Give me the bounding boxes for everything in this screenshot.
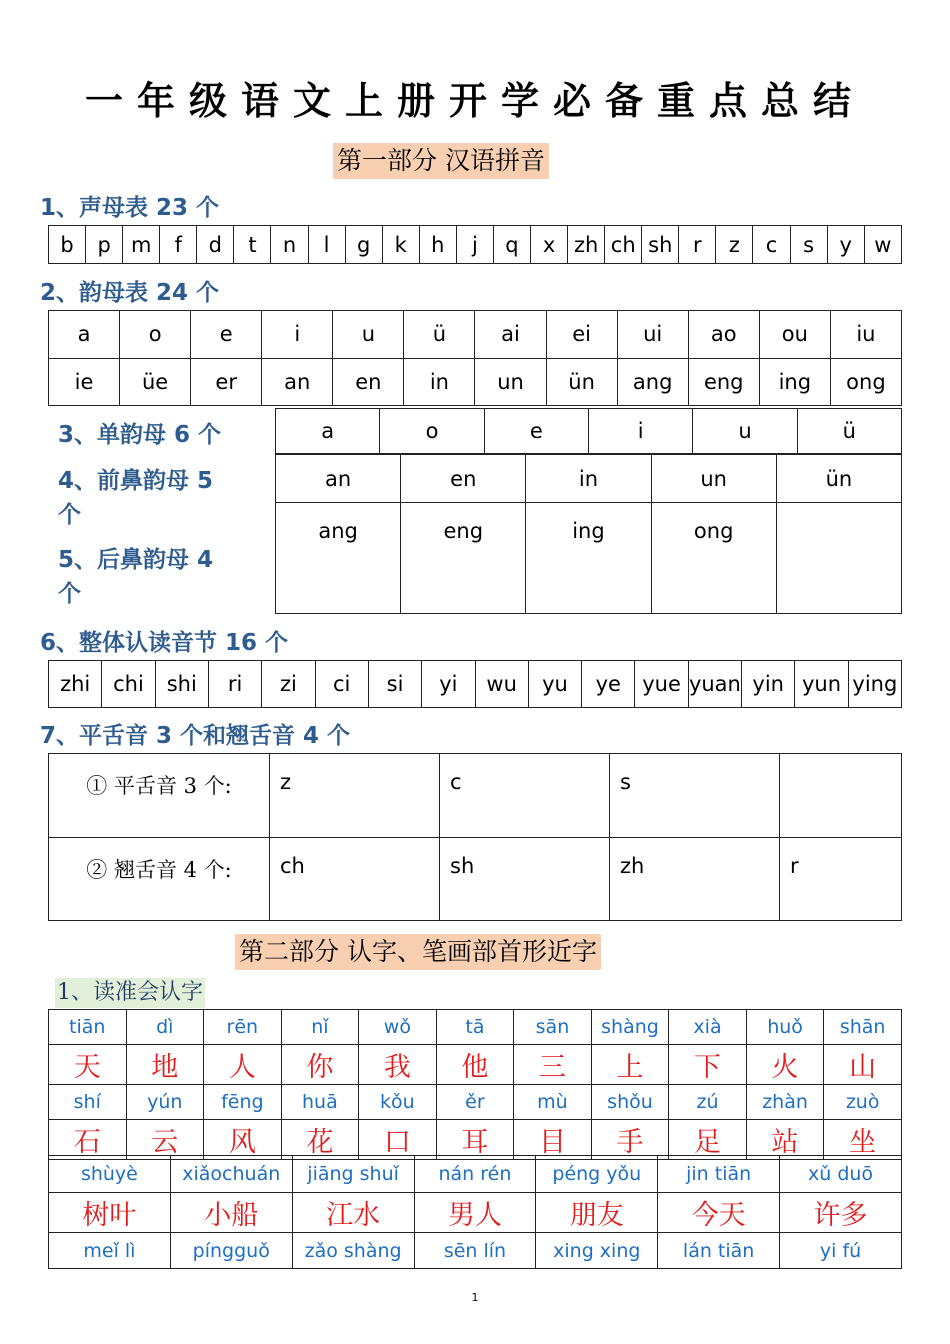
initial-cell: f (160, 226, 197, 264)
pinyin-cell: nán rén (414, 1156, 536, 1193)
final-cell: eng (688, 358, 759, 406)
character-cell: 石 (49, 1120, 127, 1160)
pinyin-cell: mù (514, 1085, 592, 1120)
pinyin-cell: jiāng shuǐ (292, 1156, 414, 1193)
final-cell: er (191, 358, 262, 406)
part-one-heading: 第一部分 汉语拼音 (333, 143, 549, 179)
pinyin-cell: huā (281, 1085, 359, 1120)
character-cell: 足 (669, 1120, 747, 1160)
pinyin-cell: xià (669, 1010, 747, 1045)
front-nasal-cell: ün (776, 455, 901, 503)
section-back-nasal-heading (58, 543, 213, 611)
character-cell: 火 (746, 1045, 824, 1085)
simple-final-cell: u (693, 409, 797, 454)
pinyin-cell: huǒ (746, 1010, 824, 1045)
words-table (48, 1155, 902, 1269)
initial-cell: n (271, 226, 308, 264)
syllable-cell: yuan (688, 661, 741, 708)
characters-table (48, 1009, 902, 1160)
initial-cell: t (234, 226, 271, 264)
final-cell: ei (546, 311, 617, 359)
pinyin-cell: píngguǒ (170, 1233, 292, 1269)
section-tongue-heading: 7、平舌音 3 个和翘舌音 4 个 (40, 723, 351, 749)
final-cell: un (475, 358, 546, 406)
flat-tongue-cell (780, 754, 902, 838)
pinyin-cell: fēng (204, 1085, 282, 1120)
character-cell: 目 (514, 1120, 592, 1160)
final-cell: ü (404, 311, 475, 359)
initial-cell: h (419, 226, 456, 264)
pinyin-cell: ěr (436, 1085, 514, 1120)
initial-cell: c (753, 226, 790, 264)
pinyin-cell: xǔ duō (780, 1156, 902, 1193)
pinyin-cell: péng yǒu (536, 1156, 658, 1193)
front-nasal-heading-line2: 个 (58, 502, 81, 528)
pinyin-cell: lán tiān (658, 1233, 780, 1269)
character-cell: 他 (436, 1045, 514, 1085)
syllable-cell: wu (475, 661, 528, 708)
curled-tongue-cell: zh (610, 838, 780, 921)
syllable-cell: zi (262, 661, 315, 708)
back-nasal-heading-line1: 5、后鼻韵母 4 (58, 547, 214, 573)
final-cell: i (262, 311, 333, 359)
syllable-cell: si (368, 661, 421, 708)
back-nasal-cell: ong (651, 503, 776, 614)
front-nasal-cell: in (526, 455, 651, 503)
syllable-cell: yue (635, 661, 688, 708)
word-cell: 江水 (292, 1193, 414, 1233)
final-cell: ie (49, 358, 120, 406)
initial-cell: l (308, 226, 345, 264)
syllable-cell: shi (155, 661, 208, 708)
word-cell: 今天 (658, 1193, 780, 1233)
pinyin-cell: rēn (204, 1010, 282, 1045)
word-cell: 小船 (170, 1193, 292, 1233)
finals-table (48, 310, 902, 406)
simple-finals-table (275, 408, 902, 454)
final-cell: o (120, 311, 191, 359)
initial-cell: m (123, 226, 160, 264)
pinyin-cell: tā (436, 1010, 514, 1045)
pinyin-cell: yún (126, 1085, 204, 1120)
pinyin-cell: dì (126, 1010, 204, 1045)
final-cell: ong (830, 358, 901, 406)
simple-final-cell: ü (797, 409, 901, 454)
character-cell: 耳 (436, 1120, 514, 1160)
back-nasal-cell: eng (401, 503, 526, 614)
simple-final-cell: i (588, 409, 692, 454)
section-initials-heading: 1、声母表 23 个 (40, 195, 220, 221)
pinyin-cell: xiǎochuán (170, 1156, 292, 1193)
pinyin-cell: sān (514, 1010, 592, 1045)
back-nasal-cell: ing (526, 503, 651, 614)
page-title: 一年级语文上册开学必备重点总结 (84, 79, 865, 123)
nasal-finals-table (275, 454, 902, 614)
pinyin-cell: shí (49, 1085, 127, 1120)
curled-tongue-cell: sh (440, 838, 610, 921)
final-cell: ai (475, 311, 546, 359)
character-cell: 站 (746, 1120, 824, 1160)
character-cell: 下 (669, 1045, 747, 1085)
final-cell: en (333, 358, 404, 406)
pinyin-cell: yi fú (780, 1233, 902, 1269)
simple-final-cell: o (380, 409, 484, 454)
initial-cell: k (382, 226, 419, 264)
initial-cell: w (864, 226, 901, 264)
initial-cell: s (790, 226, 827, 264)
final-cell: ing (759, 358, 830, 406)
pinyin-cell: zǎo shàng (292, 1233, 414, 1269)
pinyin-cell: zú (669, 1085, 747, 1120)
character-cell: 地 (126, 1045, 204, 1085)
section-front-nasal-heading (58, 464, 213, 532)
flat-tongue-cell: s (610, 754, 780, 838)
initial-cell: q (493, 226, 530, 264)
pinyin-cell: shùyè (49, 1156, 171, 1193)
curled-tongue-cell: r (780, 838, 902, 921)
word-cell: 朋友 (536, 1193, 658, 1233)
word-cell: 许多 (780, 1193, 902, 1233)
initial-cell: z (716, 226, 753, 264)
character-cell: 人 (204, 1045, 282, 1085)
initial-cell: g (345, 226, 382, 264)
initials-table (48, 225, 902, 264)
initial-cell: d (197, 226, 234, 264)
initial-cell: zh (568, 226, 605, 264)
pinyin-cell: kǒu (359, 1085, 437, 1120)
simple-final-cell: a (276, 409, 380, 454)
character-cell: 你 (281, 1045, 359, 1085)
section-finals-heading: 2、韵母表 24 个 (40, 280, 220, 306)
pinyin-cell: wǒ (359, 1010, 437, 1045)
syllable-cell: yi (422, 661, 475, 708)
syllable-cell: chi (102, 661, 155, 708)
character-cell: 手 (591, 1120, 669, 1160)
initial-cell: b (49, 226, 86, 264)
simple-final-cell: e (484, 409, 588, 454)
initial-cell: ch (605, 226, 642, 264)
section-simple-finals-heading: 3、单韵母 6 个 (58, 422, 222, 448)
section-read-characters-heading: 1、读准会认字 (55, 978, 205, 1008)
final-cell: ao (688, 311, 759, 359)
final-cell: ou (759, 311, 830, 359)
final-cell: in (404, 358, 475, 406)
final-cell: ui (617, 311, 688, 359)
final-cell: a (49, 311, 120, 359)
syllable-cell: ying (848, 661, 901, 708)
character-cell: 风 (204, 1120, 282, 1160)
part-two-heading: 第二部分 认字、笔画部首形近字 (235, 934, 601, 970)
final-cell: an (262, 358, 333, 406)
pinyin-cell: tiān (49, 1010, 127, 1045)
back-nasal-cell: ang (276, 503, 401, 614)
initial-cell: p (86, 226, 123, 264)
character-cell: 上 (591, 1045, 669, 1085)
pinyin-cell: meǐ lì (49, 1233, 171, 1269)
character-cell: 三 (514, 1045, 592, 1085)
final-cell: üe (120, 358, 191, 406)
character-cell: 云 (126, 1120, 204, 1160)
tongue-table (48, 753, 902, 921)
pinyin-cell: sēn lín (414, 1233, 536, 1269)
syllable-cell: yun (795, 661, 848, 708)
pinyin-cell: xing xing (536, 1233, 658, 1269)
pinyin-cell: shàng (591, 1010, 669, 1045)
final-cell: u (333, 311, 404, 359)
character-cell: 花 (281, 1120, 359, 1160)
word-cell: 树叶 (49, 1193, 171, 1233)
pinyin-cell: zuò (824, 1085, 902, 1120)
initial-cell: x (531, 226, 568, 264)
pinyin-cell: zhàn (746, 1085, 824, 1120)
syllable-cell: yin (742, 661, 795, 708)
whole-syllables-table (48, 660, 902, 708)
front-nasal-cell: un (651, 455, 776, 503)
front-nasal-cell: en (401, 455, 526, 503)
curled-tongue-label: ② 翘舌音 4 个: (49, 838, 270, 921)
back-nasal-cell (776, 503, 901, 614)
curled-tongue-cell: ch (270, 838, 440, 921)
flat-tongue-cell: z (270, 754, 440, 838)
back-nasal-heading-line2: 个 (58, 581, 81, 607)
front-nasal-cell: an (276, 455, 401, 503)
flat-tongue-cell: c (440, 754, 610, 838)
final-cell: ün (546, 358, 617, 406)
pinyin-cell: jin tiān (658, 1156, 780, 1193)
final-cell: e (191, 311, 262, 359)
character-cell: 口 (359, 1120, 437, 1160)
initial-cell: j (456, 226, 493, 264)
syllable-cell: ri (208, 661, 261, 708)
syllable-cell: zhi (49, 661, 102, 708)
section-whole-syllables-heading: 6、整体认读音节 16 个 (40, 630, 289, 656)
pinyin-cell: shān (824, 1010, 902, 1045)
character-cell: 坐 (824, 1120, 902, 1160)
initial-cell: r (679, 226, 716, 264)
pinyin-cell: shǒu (591, 1085, 669, 1120)
character-cell: 我 (359, 1045, 437, 1085)
final-cell: iu (830, 311, 901, 359)
character-cell: 天 (49, 1045, 127, 1085)
front-nasal-heading-line1: 4、前鼻韵母 5 (58, 468, 214, 494)
word-cell: 男人 (414, 1193, 536, 1233)
pinyin-cell: nǐ (281, 1010, 359, 1045)
syllable-cell: ci (315, 661, 368, 708)
syllable-cell: yu (528, 661, 581, 708)
initial-cell: sh (642, 226, 679, 264)
final-cell: ang (617, 358, 688, 406)
character-cell: 山 (824, 1045, 902, 1085)
syllable-cell: ye (582, 661, 635, 708)
flat-tongue-label: ① 平舌音 3 个: (49, 754, 270, 838)
initial-cell: y (827, 226, 864, 264)
page-number: 1 (471, 1291, 479, 1304)
